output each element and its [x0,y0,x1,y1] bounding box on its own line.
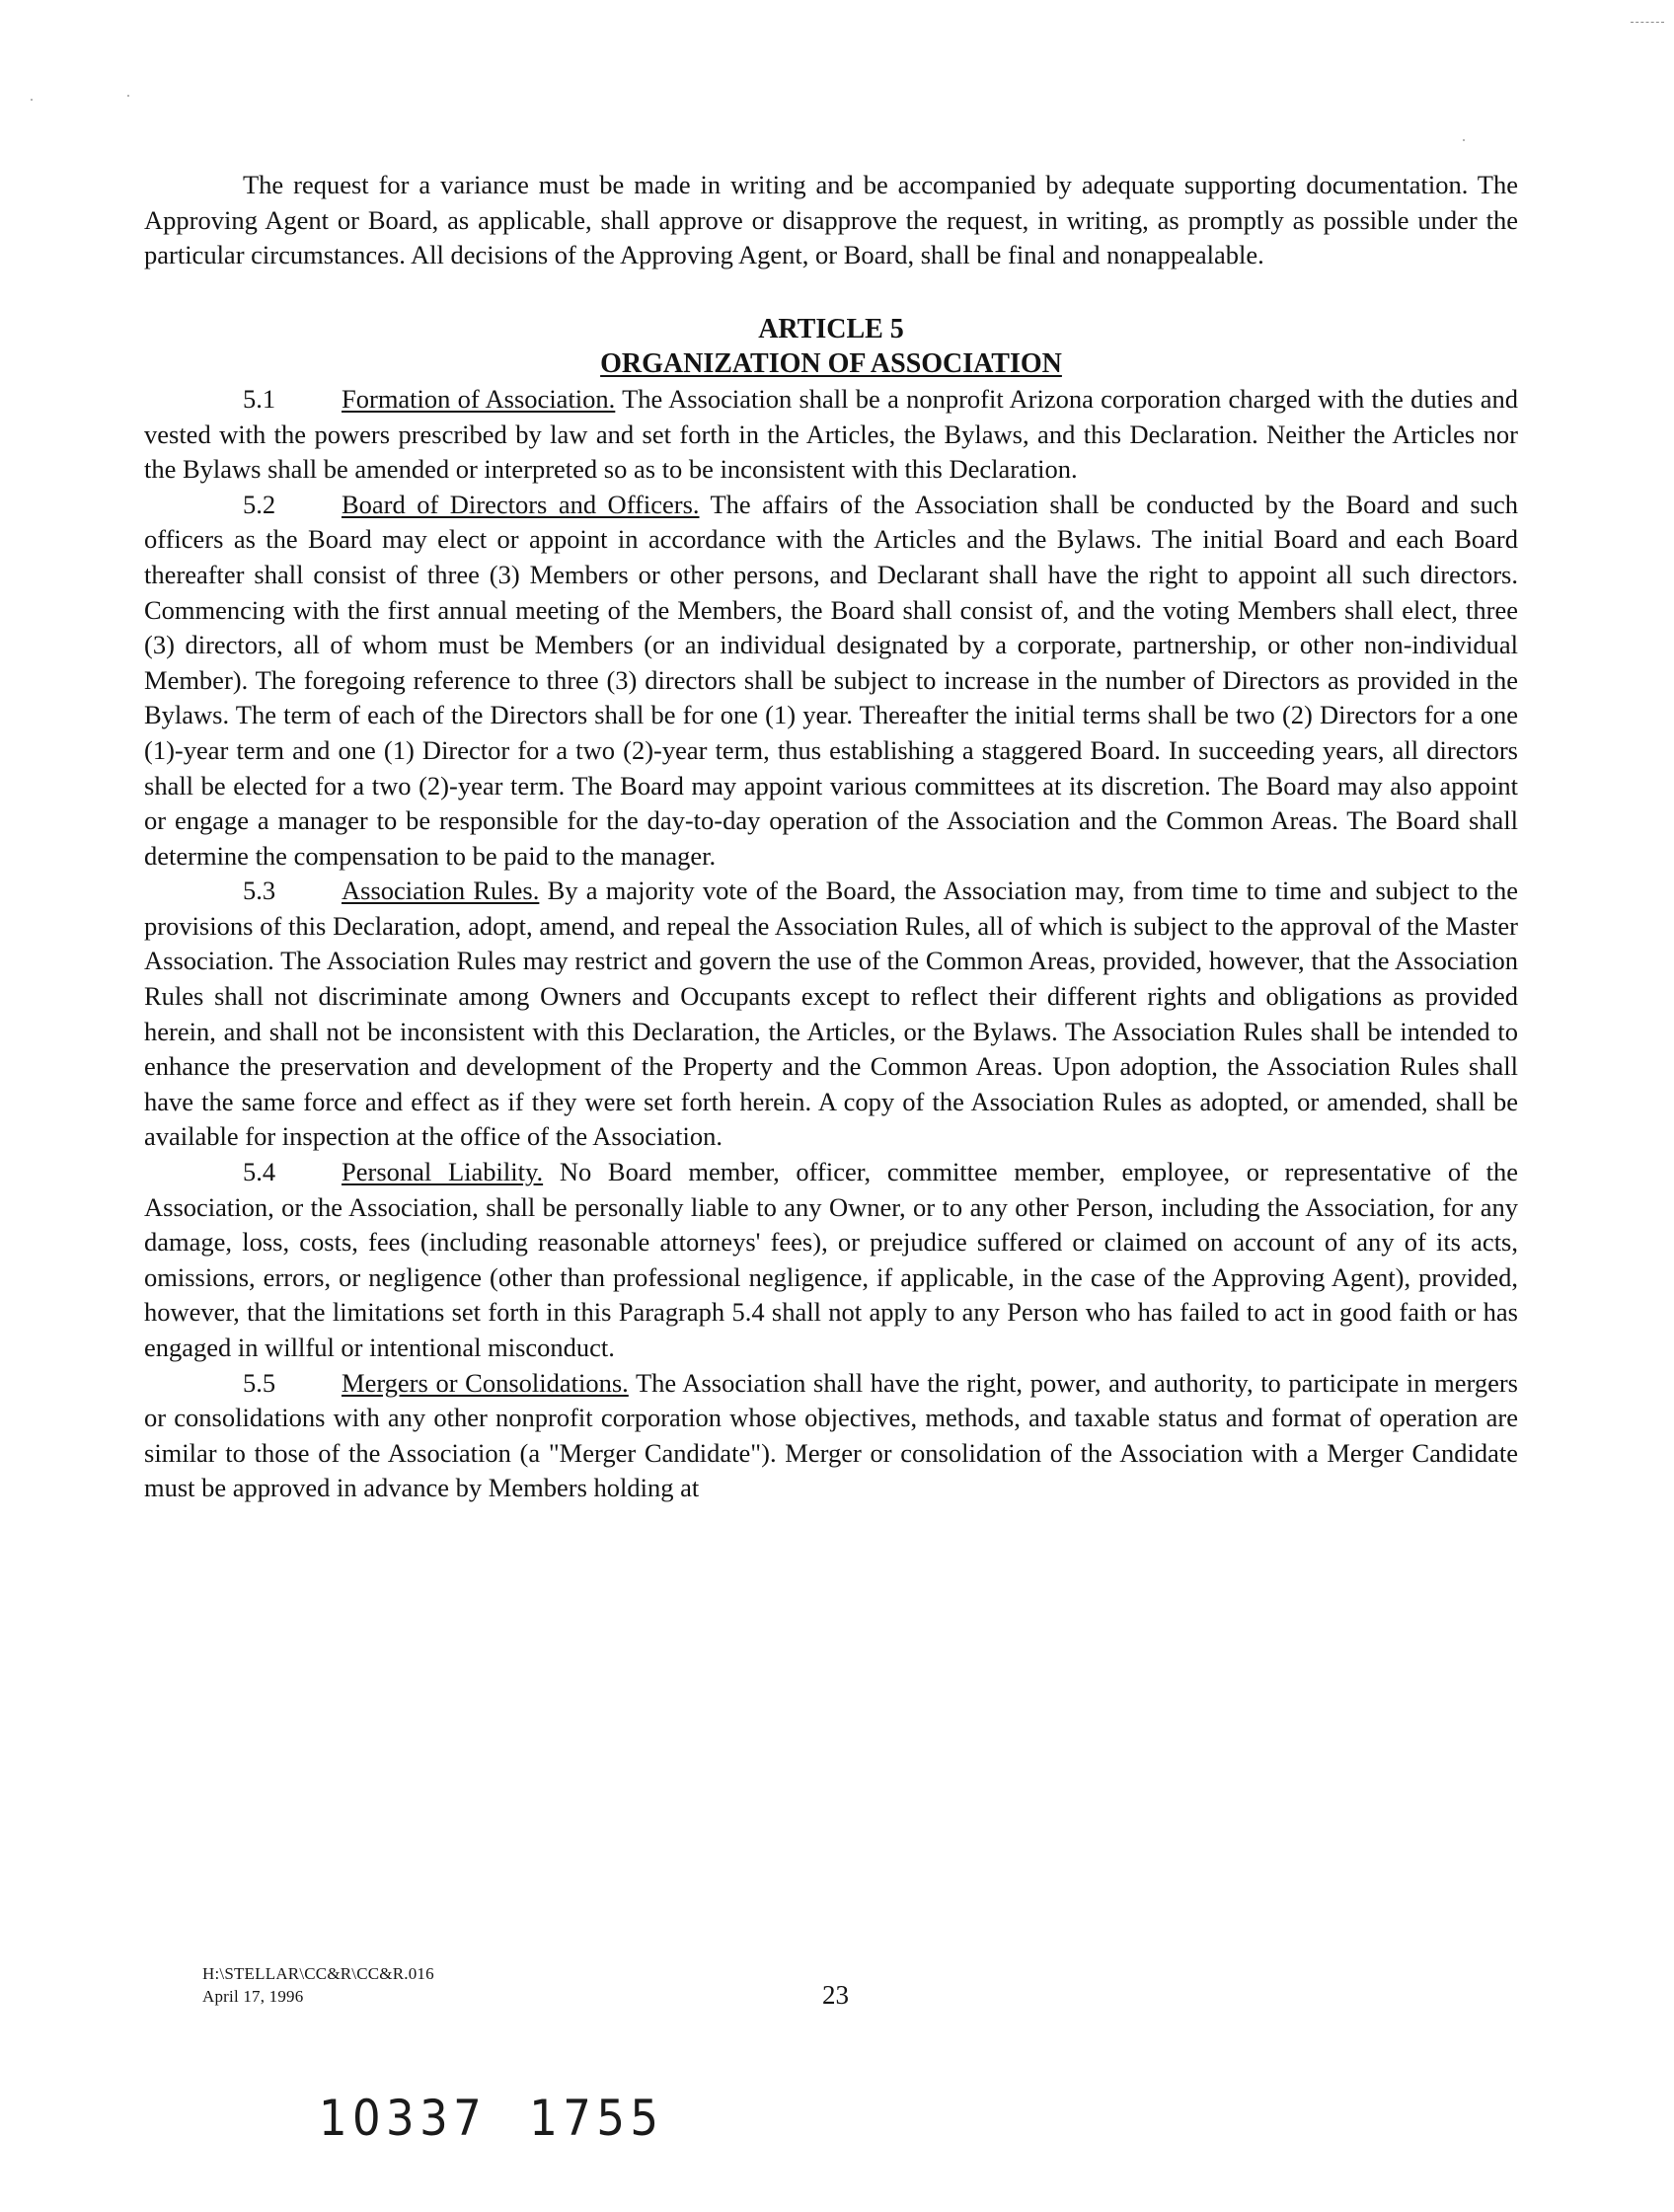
section-text: The Association shall have the right, power, and authority, to participate in mergers or consolidations with any other nonprofit corporation whose objectives, methods, and taxable status and format of operation are similar to those of the Association (a "Merger Candidate"). Merger or consolidation of the Association with a Merger Candidate must be approved in advance by Members holding at [144,1367,1518,1503]
section-5-2 [144,488,1518,875]
section-number: 5.4 [243,1157,276,1187]
section-heading: Personal Liability. [342,1157,544,1187]
section-number: 5.5 [243,1367,276,1398]
scan-speck [127,95,129,97]
footer-file-info [202,1962,434,2008]
document-body [144,168,1518,1506]
article-heading [144,312,1518,382]
section-5-1 [144,382,1518,488]
scan-speck [1463,139,1465,141]
section-heading: Board of Directors and Officers. [342,489,700,519]
section-5-5 [144,1366,1518,1506]
recording-stamp: 10337 1755 [319,2090,664,2147]
article-title: ORGANIZATION OF ASSOCIATION [600,348,1062,380]
section-number: 5.3 [243,876,276,906]
section-text: The Association shall be a nonprofit Arizona corporation charged with the duties and vested with the powers prescribed by law and set forth in the Articles, the Bylaws, and this Declaration. Neither the Articles nor the Bylaws shall be amended or interpreted so as to be inconsistent with this Declaration. [144,383,1519,485]
section-text: No Board member, officer, committee member, employee, or representative of the Association, or the Association, shall be personally liable to any Owner, or to any other Person, including the Association, for any damage, loss, costs, fees (including reasonable attorneys' fees), or prejudice suffered or claimed on account of any of its acts, omissions, errors, or negligence (other than professional negligence, if applicable, in the case of the Approving Agent), provided, however, that the limitations set forth in this Paragraph 5.4 shall not apply to any Person who has failed to act in good faith or has engaged in willful or intentional misconduct. [144,1157,1518,1362]
section-heading: Formation of Association. [342,383,616,414]
section-text: By a majority vote of the Board, the Association may, from time to time and subject to the provisions of this Declaration, adopt, amend, and repeal the Association Rules, all of which is subject to the approval of the Master Association. The Association Rules may restrict and govern the use of the Common Areas, provided, however, that the Association Rules shall not discriminate among Owners and Occupants except to reflect their different rights and obligations as provided herein, and shall not be inconsistent with this Declaration, the Articles, or the Bylaws. The Association Rules shall be intended to enhance the preservation and development of the Property and the Common Areas. Upon adoption, the Association Rules shall have the same force and effect as if they were set forth herein. A copy of the Association Rules as adopted, or amended, shall be available for inspection at the office of the Association. [144,876,1518,1152]
scan-corner-mark [1631,22,1664,23]
section-text: The affairs of the Association shall be conducted by the Board and such officers as the Board may elect or appoint in accordance with the Articles and the Bylaws. The initial Board and each Board thereafter shall consist of three (3) Members or other persons, and Declarant shall have the right to appoint all such directors. Commencing with the first annual meeting of the Members, the Board shall consist of, and the voting Members shall elect, three (3) directors, all of whom must be Members (or an individual designated by a corporate, partnership, or other non-individual Member). The foregoing reference to three (3) directors shall be subject to increase in the number of Directors as provided in the Bylaws. The term of each of the Directors shall be for one (1) year. Thereafter the initial terms shall be two (2) Directors for a one (1)-year term and one (1) Director for a two (2)-year term, thus establishing a staggered Board. In succeeding years, all directors shall be elected for a two (2)-year term. The Board may appoint various committees at its discretion. The Board may also appoint or engage a manager to be responsible for the day-to-day operation of the Association and the Common Areas. The Board shall determine the compensation to be paid to the manager. [144,489,1518,871]
section-5-3 [144,874,1518,1155]
section-5-4 [144,1155,1518,1366]
section-number: 5.2 [243,489,276,519]
section-heading: Mergers or Consolidations. [342,1367,629,1398]
page-number: 23 [822,1980,849,2010]
section-heading: Association Rules. [342,876,540,906]
scan-speck [31,99,33,101]
footer-file-path: H:\STELLAR\CC&R\CC&R.016 [202,1964,434,1983]
intro-paragraph: The request for a variance must be made in writing and be accompanied by adequate supporting documentation. The Approving Agent or Board, as applicable, shall approve or disapprove the request, in writing, as promptly as possible under the particular circumstances. All decisions of the Approving Agent, or Board, shall be final and nonappealable. [144,170,1518,270]
article-label: ARTICLE 5 [758,313,904,344]
section-number: 5.1 [243,383,276,414]
footer-date: April 17, 1996 [202,1987,304,2006]
